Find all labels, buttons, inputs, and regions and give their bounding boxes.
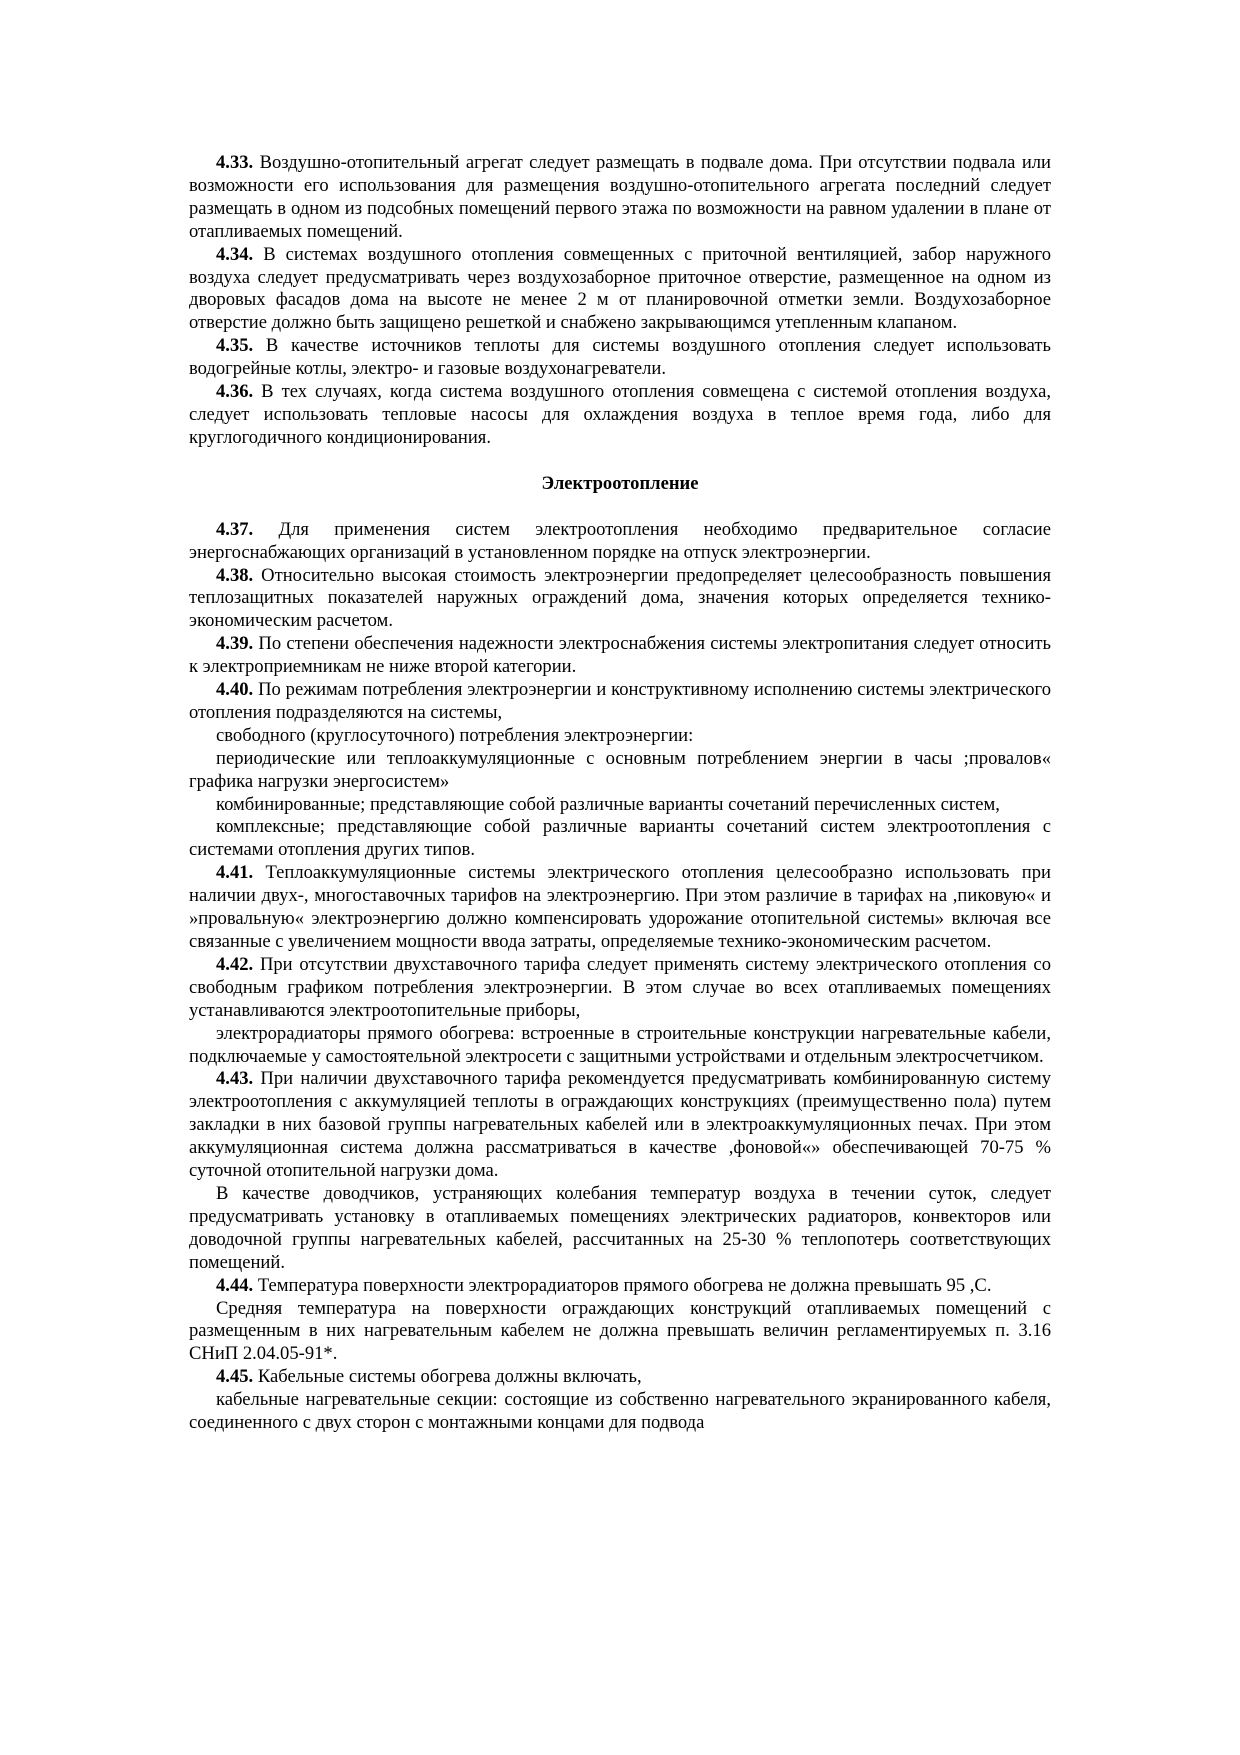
list-item-free-consumption [189, 725, 1051, 748]
document-page [189, 152, 1051, 1435]
paragraph-4-36 [189, 381, 1051, 450]
clause-number: 4.41. [216, 862, 254, 884]
clause-number: 4.40. [216, 679, 254, 701]
paragraph-4-42 [189, 954, 1051, 1023]
clause-number: 4.36. [216, 381, 254, 403]
list-item-periodic [189, 748, 1051, 794]
clause-number: 4.45. [216, 1366, 254, 1388]
paragraph-4-43 [189, 1068, 1051, 1183]
clause-number: 4.33. [216, 152, 254, 173]
paragraph-text: комплексные; представляющие собой различные варианты сочетаний систем электроотопления с системами отопления других типов. [189, 816, 1051, 861]
clause-number: 4.42. [216, 953, 254, 975]
paragraph-4-35 [189, 335, 1051, 381]
section-heading: Электроотопление [541, 472, 699, 494]
list-item-complex [189, 816, 1051, 862]
paragraph-text: кабельные нагревательные секции: состоящие из собственно нагревательного экранированного кабеля, соединенного с двух сторон с монтажными концами для подвода [189, 1389, 1051, 1434]
paragraph-4-45 [189, 1366, 1051, 1389]
list-item-combined [189, 794, 1051, 817]
clause-number: 4.38. [216, 564, 254, 586]
paragraph-average-temperature [189, 1298, 1051, 1367]
paragraph-text: В системах воздушного отопления совмещенных с приточной вентиляцией, забор наружного воздуха следует предусматривать через воздухозаборное приточное отверстие, размещенное на одном из дворовых фасадов дома на высоте не менее 2 м от планировочной отметки земли. Воздухозаборное отверстие должно быть защищено решеткой и снабжено закрывающимся утепленным клапаном. [189, 243, 1051, 334]
paragraph-4-41 [189, 862, 1051, 954]
paragraph-text: свободного (круглосуточного) потребления электроэнергии: [216, 724, 694, 746]
paragraph-4-38 [189, 565, 1051, 634]
paragraph-text: По степени обеспечения надежности электроснабжения системы электропитания следует относить к электроприемникам не ниже второй категории. [189, 633, 1051, 678]
paragraph-text: электрорадиаторы прямого обогрева: встроенные в строительные конструкции нагревательные кабели, подключаемые у самостоятельной электросети с защитными устройствами и отдельным электросчетчиком. [189, 1022, 1051, 1067]
paragraph-4-37 [189, 519, 1051, 565]
clause-number: 4.43. [216, 1068, 254, 1090]
paragraph-text: Теплоаккумуляционные системы электрического отопления целесообразно использовать при наличии двух-, многоставочных тарифов на электроэнергию. При этом различие в тарифах на ,пиковую« и »провальную« электроэнергию должно компенсировать удорожание отопительной системы» включая все связанные с увеличением мощности ввода затраты, определяемые технико-экономическим расчетом. [189, 862, 1051, 952]
clause-number: 4.34. [216, 243, 254, 265]
paragraph-4-39 [189, 633, 1051, 679]
paragraph-text: В качестве доводчиков, устраняющих колебания температур воздуха в течении суток, следует предусматривать установку в отапливаемых помещениях электрических радиаторов, конвекторов или доводочной группы нагревательных кабелей, рассчитанных на 25-30 % теплопотерь соответствующих помещений. [189, 1182, 1051, 1273]
paragraph-text: В качестве источников теплоты для системы воздушного отопления следует использовать водогрейные котлы, электро- и газовые воздухонагреватели. [189, 335, 1051, 380]
paragraph-text: Относительно высокая стоимость электроэнергии предопределяет целесообразность повышения теплозащитных показателей наружных ограждений дома, значения которых определяется технико-экономическим расчетом. [189, 564, 1051, 632]
paragraph-text: Средняя температура на поверхности ограждающих конструкций отапливаемых помещений с размещенным в них нагревательным кабелем не должна превышать величин регламентируемых п. 3.16 СНиП 2.04.05-91*. [189, 1297, 1051, 1365]
paragraph-text: Кабельные системы обогрева должны включать, [253, 1366, 642, 1388]
paragraph-text: Температура поверхности электрорадиаторов прямого обогрева не должна превышать 95 ,С. [253, 1274, 992, 1296]
paragraph-4-33 [189, 152, 1051, 244]
paragraph-4-34 [189, 244, 1051, 336]
paragraph-4-44 [189, 1275, 1051, 1298]
clause-number: 4.37. [216, 518, 254, 540]
clause-number: 4.44. [216, 1274, 254, 1296]
section-electric-heating [189, 519, 1051, 1435]
paragraph-text: Воздушно-отопительный агрегат следует размещать в подвале дома. При отсутствии подвала или возможности его использования для размещения воздушно-отопительного агрегата последний следует размещать в одном из подсобных помещений первого этажа по возможности на равном удалении в плане от отапливаемых помещений. [189, 152, 1051, 242]
paragraph-text: При отсутствии двухставочного тарифа следует применять систему электрического отопления со свободным графиком потребления электроэнергии. В этом случае во всех отапливаемых помещениях устанавливаются электроотопительные приборы, [189, 953, 1051, 1021]
paragraph-text: комбинированные; представляющие собой различные варианты сочетаний перечисленных систем, [216, 793, 1000, 815]
paragraph-4-40 [189, 679, 1051, 725]
paragraph-text: По режимам потребления электроэнергии и конструктивному исполнению системы электрического отопления подразделяются на системы, [189, 679, 1051, 723]
clause-number: 4.35. [216, 335, 254, 357]
paragraph-supplementary-heaters [189, 1183, 1051, 1275]
list-item-cable-sections [189, 1389, 1051, 1435]
paragraph-text: периодические или теплоаккумуляционные с основным потреблением энергии в часы ;провалов« графика нагрузки энергосистем» [189, 747, 1051, 792]
clause-number: 4.39. [216, 633, 254, 655]
paragraph-text: В тех случаях, когда система воздушного отопления совмещена с системой отопления воздуха, следует использовать тепловые насосы для охлаждения воздуха в теплое время года, либо для круглогодичного кондиционирования. [189, 381, 1051, 448]
paragraph-text: Для применения систем электроотопления необходимо предварительное согласие энергоснабжающих организаций в установленном порядке на отпуск электроэнергии. [189, 518, 1051, 563]
section-air-heating [189, 152, 1051, 450]
paragraph-text: При наличии двухставочного тарифа рекомендуется предусматривать комбинированную систему электроотопления с аккумуляцией теплоты в ограждающих конструкциях (преимущественно пола) путем закладки в них базовой группы нагревательных кабелей или в электроаккумуляционных печах. При этом аккумуляционная система должна рассматриваться в качестве ,фоновой«» обеспечивающей 70-75 % суточной отопительной нагрузки дома. [189, 1068, 1051, 1182]
list-item-direct-radiators [189, 1023, 1051, 1069]
